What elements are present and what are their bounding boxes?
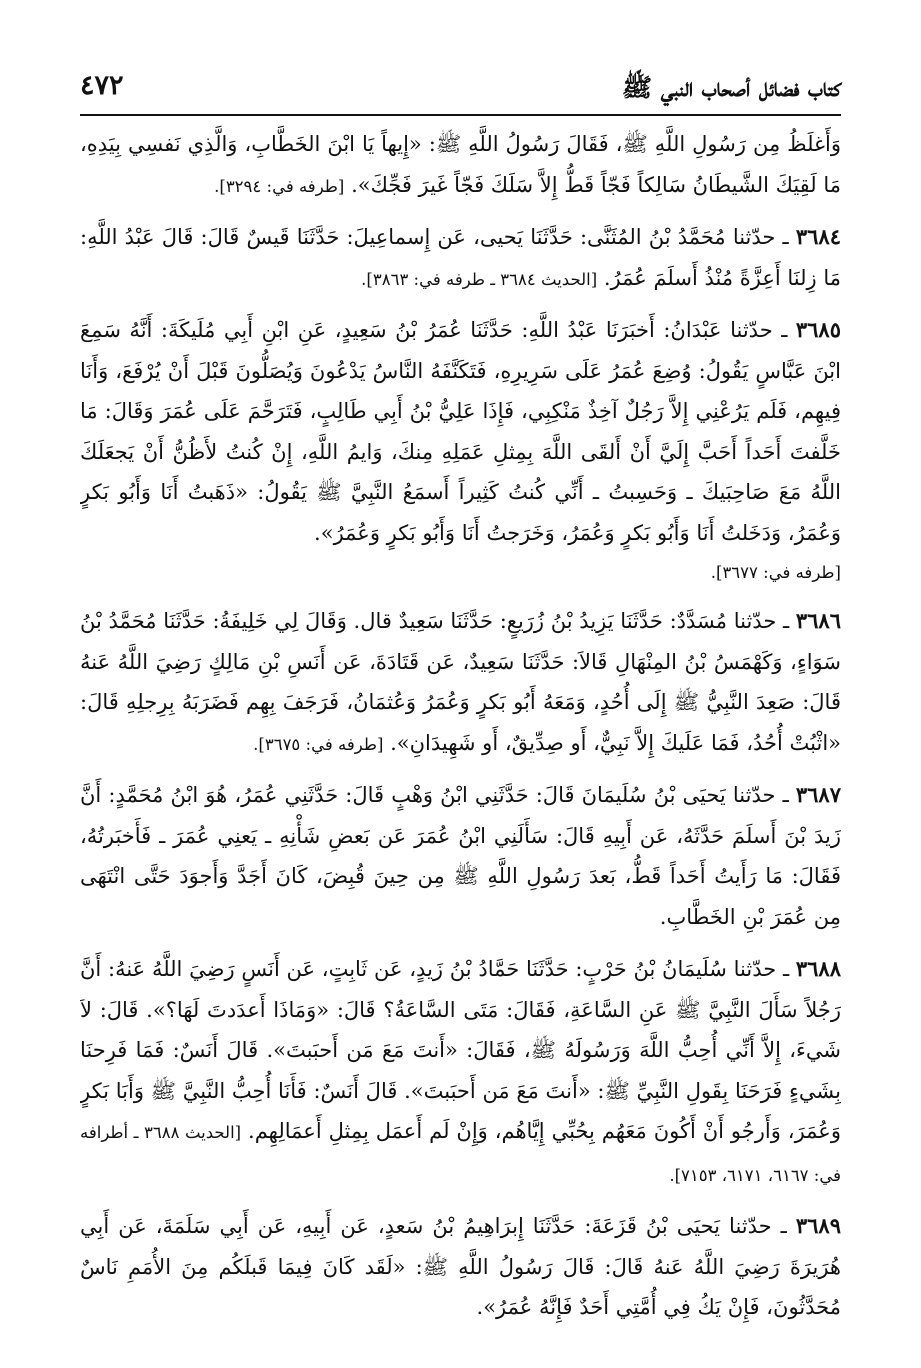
page-number: ٤٧٢ <box>80 70 124 101</box>
hadith-paragraph <box>80 124 841 207</box>
cross-reference: [طرفه في: ٣٦٧٥]. <box>253 734 384 754</box>
hadith-text: ـ حدّثنا مُحَمَّدُ بْنُ المُثَنَّى: حَدَّثَنَا يَحيى، عَن إِسماعِيلَ: حَدَّثَنَا قَيسٌ قَالَ: قَالَ عَبْدُ اللَّهِ: مَا زِلنَا أَعِزَّةً مُنْذُ أَسلَمَ عُمَرُ. <box>80 225 841 290</box>
hadith-paragraph <box>80 310 841 555</box>
hadith-number: ٣٦٨٩ <box>795 1213 841 1238</box>
cross-reference: [الحديث ٣٦٨٤ ـ طرفه في: ٣٨٦٣]. <box>361 269 598 289</box>
cross-reference: [طرفه في: ٣٦٧٧]. <box>710 563 841 582</box>
hadith-text: ـ حدّثنا يَحيَى بْنُ سُلَيمَانَ قَالَ: حَدَّثَنِي ابْنُ وَهْبٍ قَالَ: حَدَّثَنِي عُمَرُ، هُوَ ابْنُ مُحَمَّدٍ: أَنَّ زَيدَ بْنَ أَسلَمَ حَدَّثَهُ، عَن أَبِيهِ قَالَ: سَأَلَنِي ابْنُ عُمَرَ عَن بَعضِ شَأْنِهِ ـ يَعنِي عُمَرَ ـ فَأَخبَرتُهُ، فَقَالَ: مَا رَأَيتُ أَحَداً قَطُّ، بَعدَ رَسُولِ اللَّهِ ﷺ مِن حِينَ قُبِضَ، كَانَ أَجَدَّ وَأَجوَدَ حَتَّى انْتَهَى مِن عُمَرَ بْنِ الخَطَّابِ. <box>80 783 841 929</box>
hadith-paragraph <box>80 217 841 300</box>
hadith-number: ٣٦٨٧ <box>795 782 841 807</box>
hadith-paragraph <box>80 775 841 939</box>
book-title: كتاب فضائل أصحاب النبي ﷺ <box>621 73 841 102</box>
hadith-number: ٣٦٨٨ <box>795 956 841 981</box>
hadith-number: ٣٦٨٥ <box>795 317 841 342</box>
hadith-paragraph <box>80 601 841 765</box>
hadith-text: ـ حدّثنا عَبْدَانُ: أَخبَرَنَا عَبْدُ اللَّهِ: حَدَّثَنَا عُمَرُ بْنُ سَعِيدٍ، عَنِ ابْنِ أَبِي مُلَيكَةَ: أَنَّهُ سَمِعَ ابْنَ عَبَّاسٍ يَقُولُ: وُضِعَ عُمَرُ عَلَى سَرِيرِهِ، فَتَكَنَّفَهُ النَّاسُ يَدْعُونَ وَيُصَلُّونَ قَبْلَ أَنْ يُرْفَعَ، وَأَنَا فِيهِم، فَلَم يَرُعْنِي إِلاَّ رَجُلٌ آخِذٌ مَنْكِبِي، فَإِذَا عَلِيُّ بْنُ أَبِي طَالِبٍ، فَتَرَحَّمَ عَلَى عُمَرَ وَقَالَ: مَا خَلَّفتَ أَحَداً أَحَبَّ إِلَيَّ أَنْ أَلقَى اللَّهَ بِمِثلِ عَمَلِهِ مِنكَ، وَايمُ اللَّهِ، إِنْ كُنتُ لأَظُنُّ أَنْ يَجعَلَكَ اللَّهُ مَعَ صَاحِبَيكَ ـ وَحَسِبتُ ـ أَنِّي كُنتُ كَثِيراً أَسمَعُ النَّبِيَّ ﷺ يَقُولُ: «ذَهَبتُ أَنَا وَأَبُو بَكرٍ وَعُمَرُ، وَدَخَلتُ أَنَا وَأَبُو بَكرٍ وَعُمَرُ، وَخَرَجتُ أَنَا وَأَبُو بَكرٍ وَعُمَرُ». <box>80 318 841 545</box>
hadith-paragraph <box>80 949 841 1196</box>
hadith-number: ٣٦٨٦ <box>795 608 841 633</box>
hadith-text: وَأَغلَظُ مِن رَسُولِ اللَّهِ ﷺ، فَقَالَ رَسُولُ اللَّهِ ﷺ: «إِيهاً يَا ابْنَ الخَطَّابِ، وَالَّذِي نَفسِي بِيَدِهِ، مَا لَقِيَكَ الشَّيطَانُ سَالِكاً فَجّاً قَطُّ إِلاَّ سَلَكَ فَجّاً غَيرَ فَجِّكَ». <box>80 132 841 197</box>
page-header <box>80 60 841 116</box>
cross-reference: [طرفه في: ٣٢٩٤]. <box>214 176 345 196</box>
hadith-text: ـ حدّثنا يَحيَى بْنُ قَزَعَةَ: حَدَّثَنَا إِبرَاهِيمُ بْنُ سَعدٍ، عَن أَبِيهِ، عَن أَبِي سَلَمَةَ، عَن أَبِي هُرَيرَةَ رَضِيَ اللَّهُ عَنهُ قَالَ: قَالَ رَسُولُ اللَّهِ ﷺ: «لَقَد كَانَ فِيمَا قَبلَكُم مِنَ الأُمَمِ نَاسٌ مُحَدَّثُونَ، فَإِنْ يَكُ فِي أُمَّتِي أَحَدٌ فَإِنَّهُ عُمَرُ». <box>80 1214 841 1319</box>
hadith-text: ـ حدّثنا مُسَدَّدٌ: حَدَّثَنَا يَزِيدُ بْنُ زُرَيعٍ: حَدَّثَنَا سَعِيدٌ قال. وَقَالَ لِي خَلِيفَةُ: حَدَّثَنَا مُحَمَّدُ بْنُ سَوَاءٍ، وَكَهْمَسُ بْنُ المِنْهَالِ قَالاَ: حَدَّثَنَا سَعِيدٌ، عَن قَتَادَةَ، عَن أَنَسِ بْنِ مَالِكٍ رَضِيَ اللَّهُ عَنهُ قَالَ: صَعِدَ النَّبِيُّ ﷺ إِلَى أُحُدٍ، وَمَعَهُ أَبُو بَكرٍ وَعُمَرُ وَعُثمَانُ، فَرَجَفَ بِهِم فَضَرَبَهُ بِرِجلِهِ قَالَ: «اثْبُتْ أُحُدُ، فَمَا عَلَيكَ إِلاَّ نَبِيٌّ، أَو صِدِّيقٌ، أَو شَهِيدَانِ». <box>80 609 841 755</box>
hadith-text: ـ حدّثنا سُلَيمَانُ بْنُ حَرْبٍ: حَدَّثَنَا حَمَّادُ بْنُ زَيدٍ، عَن ثَابِتٍ، عَن أَنَسٍ رَضِيَ اللَّهُ عَنهُ: أَنَّ رَجُلاً سَأَلَ النَّبِيَّ ﷺ عَنِ السَّاعَةِ، فَقَالَ: مَتَى السَّاعَةُ؟ قَالَ: «وَمَاذَا أَعدَدتَ لَهَا؟». قَالَ: لاَ شَيءَ، إِلاَّ أَنِّي أُحِبُّ اللَّهَ وَرَسُولَهُ ﷺ، فَقَالَ: «أَنتَ مَعَ مَن أَحبَبتَ». قَالَ أَنَسٌ: فَمَا فَرِحنَا بِشَيءٍ فَرَحَنَا بِقَولِ النَّبِيِّ ﷺ: «أَنتَ مَعَ مَن أَحبَبتَ». قَالَ أَنَسٌ: فَأَنَا أُحِبُّ النَّبِيَّ ﷺ وَأَبَا بَكرٍ وَعُمَرَ، وَأَرجُو أَنْ أَكُونَ مَعَهُم بِحُبِّي إِيَّاهُم، وَإِنْ لَم أَعمَل بِمِثلِ أَعمَالِهِم. <box>80 957 841 1143</box>
hadith-paragraph <box>80 1206 841 1330</box>
cross-reference: [الحديث ٣٦٨٨ ـ أطرافه في: ٦١٦٧، ٦١٧١، ٧١٥٣]. <box>80 1123 841 1185</box>
page-body <box>80 124 841 1349</box>
hadith-number: ٣٦٨٤ <box>795 224 841 249</box>
